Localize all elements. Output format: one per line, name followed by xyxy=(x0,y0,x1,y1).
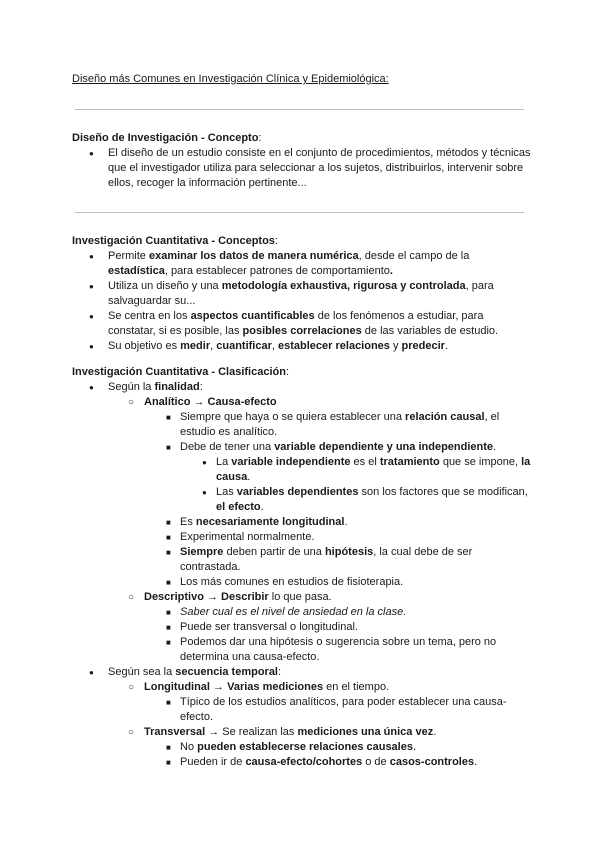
list-item: ● El diseño de un estudio consiste en el conjunto de procedimientos, métodos y técnicas que el investigador utiliza para seleccionar a los sujetos, distribuirlos, intervenir sobre ellos, recoger la información pertinente... xyxy=(72,146,532,191)
divider-2 xyxy=(75,212,524,213)
list-item: ■ Típico de los estudios analíticos, para poder establecer una causa-efecto. xyxy=(144,695,532,725)
list-item: ■ Saber cual es el nivel de ansiedad en la clase. xyxy=(144,605,532,620)
list-item: ■ Los más comunes en estudios de fisioterapia. xyxy=(144,575,532,590)
section-heading: Diseño de Investigación - Concepto: xyxy=(72,132,262,144)
list-item: ● Se centra en los aspectos cuantificables de los fenómenos a estudiar, para constatar, si es posible, las posibles correlaciones de las variables de estudio. xyxy=(72,309,532,339)
section-clasificacion xyxy=(72,365,532,770)
list-item: ■ Pueden ir de causa-efecto/cohortes o de casos-controles. xyxy=(144,755,532,770)
list-item: ■ Siempre que haya o se quiera establecer una relación causal, el estudio es analítico. xyxy=(144,410,532,440)
section-concepto xyxy=(72,131,532,191)
list-item-longitudinal: ○ Longitudinal → Varias mediciones en el tiempo. ■ Típico de los estudios analíticos, para poder establecer una causa-efecto. xyxy=(108,680,532,725)
list-item: ● Permite examinar los datos de manera numérica, desde el campo de la estadística, para establecer patrones de comportamiento. xyxy=(72,249,532,279)
section-heading: Investigación Cuantitativa - Conceptos: xyxy=(72,235,278,247)
divider-1 xyxy=(75,109,524,110)
list-item-descriptivo: ○ Descriptivo → Describir lo que pasa. ■ Saber cual es el nivel de ansiedad en la clase. ■ Puede ser transversal o longitudinal. ■ Podemos dar una hipótesis o sugerencia sobre un tema, pero no determina una causa-efecto. xyxy=(108,590,532,665)
list-item-finalidad: ● Según la finalidad: ○ Analítico → Causa-efecto ■ Siempre que haya o se quiera establecer una relación causal, el estudio es analítico. ■ Debe de tener una variable dependiente y una independiente. ● La variable independiente es el tratamiento que se impone, la causa. ● Las variables dependientes son los factores que se modifican, el efecto. ■ Es necesariamente longitudinal. ■ Experimental normalmente. ■ Siempre deben partir de una hipótesis, la cual debe de ser contrastada. ■ Los más comunes en estudios de fisioterapia. ○ Descriptivo → Describir lo que pasa. ■ Saber cual es el nivel de ansiedad en la clase. ■ Puede ser transversal o longitudinal. ■ Podemos dar una hipótesis o sugerencia sobre un tema, pero no determina una causa-efecto. xyxy=(72,380,532,665)
list-item: ● Su objetivo es medir, cuantificar, establecer relaciones y predecir. xyxy=(72,339,532,354)
list-item: ■ Puede ser transversal o longitudinal. xyxy=(144,620,532,635)
list-item: ● La variable independiente es el tratamiento que se impone, la causa. xyxy=(180,455,532,485)
list-item: ■ Podemos dar una hipótesis o sugerencia sobre un tema, pero no determina una causa-efecto. xyxy=(144,635,532,665)
list-item: ● Las variables dependientes son los factores que se modifican, el efecto. xyxy=(180,485,532,515)
section-cuantitativa xyxy=(72,234,532,354)
list-item: ■ Es necesariamente longitudinal. xyxy=(144,515,532,530)
list-item-transversal: ○ Transversal → Se realizan las mediciones una única vez. ■ No pueden establecerse relaciones causales. ■ Pueden ir de causa-efecto/cohortes o de casos-controles. xyxy=(108,725,532,770)
list-item-analitico: ○ Analítico → Causa-efecto ■ Siempre que haya o se quiera establecer una relación causal, el estudio es analítico. ■ Debe de tener una variable dependiente y una independiente. ● La variable independiente es el tratamiento que se impone, la causa. ● Las variables dependientes son los factores que se modifican, el efecto. ■ Es necesariamente longitudinal. ■ Experimental normalmente. ■ Siempre deben partir de una hipótesis, la cual debe de ser contrastada. ■ Los más comunes en estudios de fisioterapia. xyxy=(108,395,532,590)
list-item-secuencia: ● Según sea la secuencia temporal: ○ Longitudinal → Varias mediciones en el tiempo. ■ Típico de los estudios analíticos, para poder establecer una causa-efecto. ○ Transversal → Se realizan las mediciones una única vez. ■ No pueden establecerse relaciones causales. ■ Pueden ir de causa-efecto/cohortes o de casos-controles. xyxy=(72,665,532,770)
list-item: ■ No pueden establecerse relaciones causales. xyxy=(144,740,532,755)
list-item: ■ Siempre deben partir de una hipótesis, la cual debe de ser contrastada. xyxy=(144,545,532,575)
list-item: ■ Debe de tener una variable dependiente y una independiente. ● La variable independiente es el tratamiento que se impone, la causa. ● Las variables dependientes son los factores que se modifican, el efecto. xyxy=(144,440,532,515)
list-item: ● Utiliza un diseño y una metodología exhaustiva, rigurosa y controlada, para salvaguardar su... xyxy=(72,279,532,309)
section-heading: Investigación Cuantitativa - Clasificación: xyxy=(72,366,290,378)
document-title: Diseño más Comunes en Investigación Clínica y Epidemiológica: xyxy=(72,73,389,85)
list-item: ■ Experimental normalmente. xyxy=(144,530,532,545)
